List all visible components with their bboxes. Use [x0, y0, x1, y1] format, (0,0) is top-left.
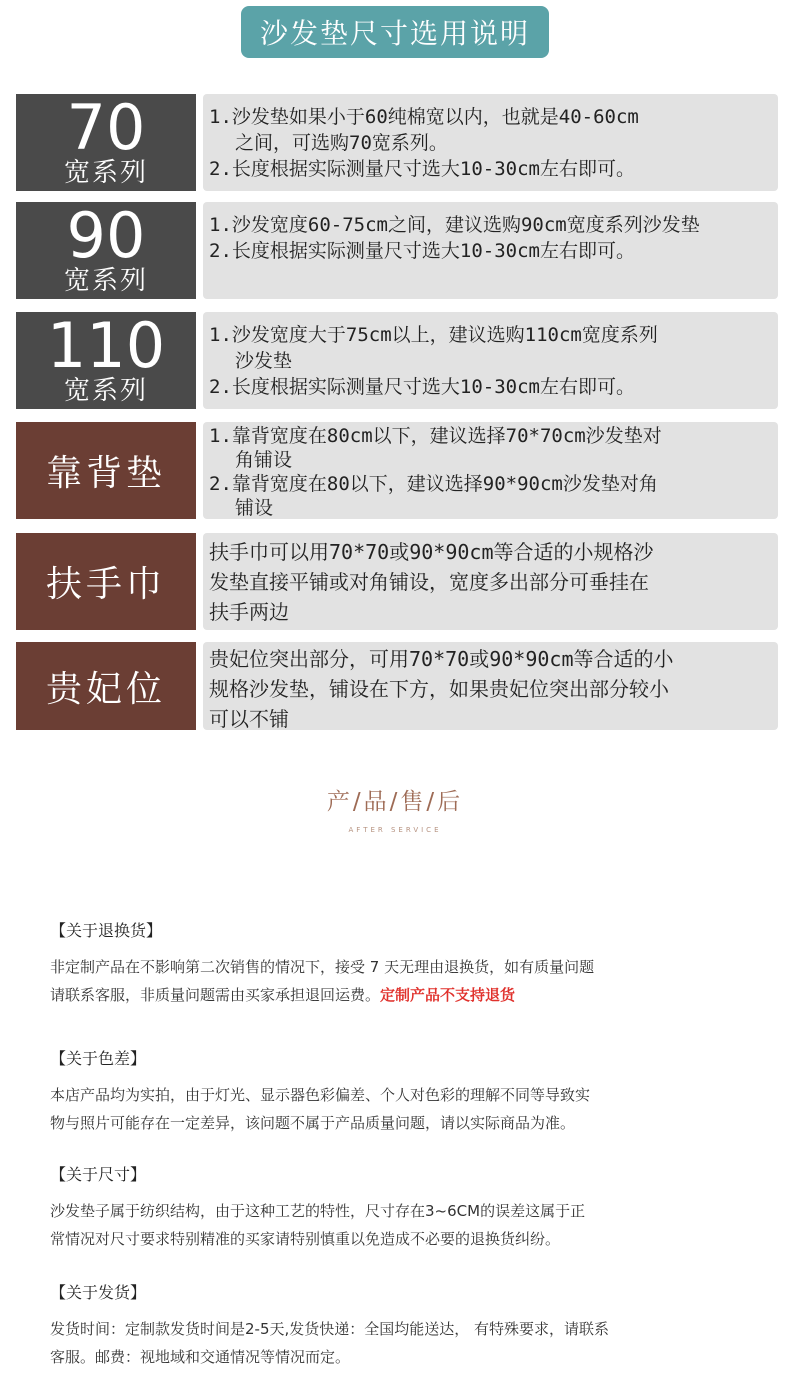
size-description: [203, 312, 778, 409]
text-line: 请联系客服，非质量问题需由买家承担退回运费。: [50, 986, 381, 1004]
section-text: [50, 1197, 770, 1253]
section-heading: 【关于尺寸】: [50, 1165, 147, 1184]
size-row-90: [16, 198, 778, 299]
size-description: [203, 642, 778, 730]
desc-line: 2.长度根据实际测量尺寸选大10-30cm左右即可。: [209, 376, 635, 398]
returns-section: [50, 918, 770, 1009]
text-line: 物与照片可能存在一定差异，该问题不属于产品质量问题，请以实际商品为准。: [50, 1114, 576, 1132]
size-description: [203, 422, 778, 519]
color-section: [50, 1046, 770, 1137]
cushion-type: 贵妃位: [45, 668, 166, 710]
size-description: [203, 533, 778, 630]
cushion-type: 靠背垫: [45, 453, 166, 494]
desc-line: 1.沙发宽度60-75cm之间，建议选购90cm宽度系列沙发垫: [209, 214, 700, 236]
text-line: 本店产品均为实拍，由于灯光、显示器色彩偏差、个人对色彩的理解不同等导致实: [50, 1086, 591, 1104]
after-service-subtitle: AFTER SERVICE: [348, 826, 442, 834]
section-heading: 【关于发货】: [50, 1283, 147, 1302]
size-number: 70: [66, 90, 146, 164]
text-line: 发货时间：定制款发货时间是2-5天,发货快递：全国均能送达， 有特殊要求，请联系: [50, 1320, 610, 1338]
size-row-backrest: [16, 422, 778, 519]
section-text: [50, 1081, 770, 1137]
size-series: 宽系列: [63, 375, 148, 406]
size-description: [203, 202, 778, 299]
size-number: 110: [46, 308, 166, 382]
size-series: 宽系列: [63, 157, 148, 188]
text-line: 常情况对尺寸要求特别精准的买家请特别慎重以免造成不必要的退换货纠纷。: [50, 1230, 561, 1248]
desc-line: 角铺设: [235, 449, 293, 471]
text-line: 沙发垫子属于纺织结构，由于这种工艺的特性，尺寸存在3~6CM的误差这属于正: [50, 1202, 586, 1220]
section-text: [50, 1315, 770, 1371]
section-heading: 【关于色差】: [50, 1049, 147, 1068]
size-section: [50, 1162, 770, 1253]
size-row-110: [16, 308, 778, 409]
section-text: [50, 953, 770, 1009]
desc-line: 1.沙发垫如果小于60纯棉宽以内，也就是40-60cm: [209, 106, 639, 128]
custom-no-return-notice: 定制产品不支持退货: [380, 986, 516, 1004]
shipping-section: [50, 1280, 770, 1371]
desc-line: 2.靠背宽度在80以下，建议选择90*90cm沙发垫对角: [209, 473, 658, 495]
size-label: [16, 198, 196, 299]
desc-line: 2.长度根据实际测量尺寸选大10-30cm左右即可。: [209, 158, 635, 180]
desc-line: 贵妃位突出部分，可用70*70或90*90cm等合适的小: [209, 647, 674, 671]
text-line: 非定制产品在不影响第二次销售的情况下，接受 7 天无理由退换货，如有质量问题: [50, 958, 595, 976]
desc-line: 沙发垫: [235, 350, 293, 372]
desc-line: 扶手两边: [209, 600, 289, 624]
size-label: [16, 90, 196, 191]
size-row-70: [16, 90, 778, 191]
size-description: [203, 94, 778, 191]
size-number: 90: [66, 198, 146, 272]
desc-line: 之间，可选购70宽系列。: [235, 132, 448, 154]
section-heading: 【关于退换货】: [50, 921, 163, 940]
desc-line: 扶手巾可以用70*70或90*90cm等合适的小规格沙: [209, 540, 654, 564]
size-label: [16, 308, 196, 409]
desc-line: 可以不铺: [209, 707, 289, 731]
size-row-chaise: [16, 642, 778, 730]
desc-line: 2.长度根据实际测量尺寸选大10-30cm左右即可。: [209, 240, 635, 262]
after-service-title: 产/品/售/后: [326, 789, 464, 815]
cushion-type: 扶手巾: [45, 564, 166, 605]
desc-line: 发垫直接平铺或对角铺设，宽度多出部分可垂挂在: [209, 570, 649, 594]
desc-line: 1.靠背宽度在80cm以下，建议选择70*70cm沙发垫对: [209, 425, 662, 447]
desc-line: 铺设: [235, 497, 274, 519]
size-series: 宽系列: [63, 265, 148, 296]
size-label: [16, 642, 196, 730]
desc-line: 1.沙发宽度大于75cm以上，建议选购110cm宽度系列: [209, 324, 658, 346]
text-line: 客服。邮费：视地域和交通情况等情况而定。: [50, 1348, 351, 1366]
desc-line: 规格沙发垫，铺设在下方，如果贵妃位突出部分较小: [209, 677, 669, 701]
size-label: [16, 533, 196, 630]
size-label: [16, 422, 196, 519]
size-row-armrest: [16, 533, 778, 630]
page-title: 沙发垫尺寸选用说明: [241, 6, 549, 58]
